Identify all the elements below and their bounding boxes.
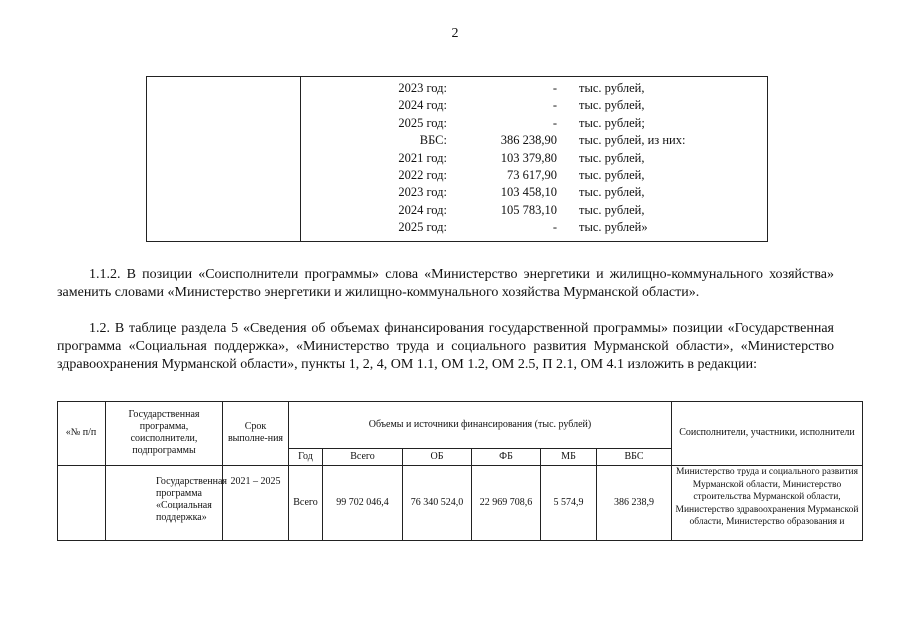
header-num: «№ п/п bbox=[57, 401, 106, 466]
financing-unit: тыс. рублей» bbox=[579, 220, 648, 235]
financing-amount: - bbox=[552, 115, 557, 130]
row-program: Государственная программа «Социальная поддержка» bbox=[106, 466, 223, 541]
row-ob: 76 340 524,0 bbox=[403, 466, 472, 541]
row-coexecutors: Министерство труда и социального развития Мурманской области, Министерство строительства Мурманской области, Министерство здравоохранения Мурманской области, Министерство образования и bbox=[672, 466, 863, 541]
row-num bbox=[57, 466, 106, 541]
header-term: Срок выполне-ния bbox=[223, 401, 289, 466]
header-ob: ОБ bbox=[403, 449, 472, 466]
header-funding: Объемы и источники финансирования (тыс. рублей) bbox=[289, 401, 672, 449]
header-coexecutors: Соисполнители, участники, исполнители bbox=[672, 401, 863, 466]
financing-year-label: 2024 год: bbox=[398, 98, 447, 113]
paragraph-1-2: 1.2. В таблице раздела 5 «Сведения об объемах финансирования государственной программы» позиции «Государственная программа «Социальная поддержка», «Министерство труда и социального развития Мурманской области», «Министерство здравоохранения Мурманской области», пункты 1, 2, 4, ОМ 1.1, ОМ 1.2, ОМ 2.5, П 2.1, ОМ 4.1 изложить в редакции: bbox=[57, 321, 834, 372]
financing-year-label: 2024 год: bbox=[398, 202, 447, 217]
financing-year-label: 2025 год: bbox=[398, 220, 447, 235]
header-vbs: ВБС bbox=[597, 449, 672, 466]
financing-year-label: 2022 год: bbox=[398, 168, 447, 182]
financing-unit: тыс. рублей, bbox=[579, 98, 645, 113]
financing-year-label: 2025 год: bbox=[398, 115, 447, 130]
financing-amount: 103 379,80 bbox=[500, 150, 557, 165]
financing-unit: тыс. рублей, bbox=[579, 202, 645, 217]
financing-amount: 386 238,90 bbox=[500, 133, 557, 148]
financing-year-label: 2021 год: bbox=[398, 150, 447, 165]
financing-unit: тыс. рублей; bbox=[579, 115, 645, 130]
header-program: Государственная программа, соисполнители, подпрограммы bbox=[106, 401, 223, 466]
financing-amount: 73 617,90 bbox=[507, 168, 557, 182]
financing-amount: 103 458,10 bbox=[500, 185, 557, 200]
funding-table bbox=[57, 401, 863, 541]
row-vbs: 386 238,9 bbox=[597, 466, 672, 541]
header-mb: МБ bbox=[541, 449, 597, 466]
financing-year-label: ВБС: bbox=[419, 133, 447, 148]
financing-continuation-table bbox=[146, 76, 768, 242]
financing-year-label: 2023 год: bbox=[398, 81, 447, 95]
header-fb: ФБ bbox=[472, 449, 541, 466]
financing-unit: тыс. рублей, bbox=[579, 81, 645, 95]
header-total: Всего bbox=[323, 449, 403, 466]
row-total: 99 702 046,4 bbox=[323, 466, 403, 541]
row-year: Всего bbox=[289, 466, 323, 541]
row-mb: 5 574,9 bbox=[541, 466, 597, 541]
financing-year-label: 2023 год: bbox=[398, 185, 447, 200]
row-term: 2021 – 2025 bbox=[223, 466, 289, 541]
header-year: Год bbox=[289, 449, 323, 466]
financing-amount: 105 783,10 bbox=[500, 202, 557, 217]
financing-unit: тыс. рублей, bbox=[579, 150, 645, 165]
financing-amount: - bbox=[552, 98, 557, 113]
financing-amount: - bbox=[552, 220, 557, 235]
financing-unit: тыс. рублей, из них: bbox=[579, 133, 686, 148]
paragraph-1-1-2: 1.1.2. В позиции «Соисполнители программы» слова «Министерство энергетики и жилищно-коммунального хозяйства» заменить словами «Министерство энергетики и жилищно-коммунального хозяйства Мурманской области». bbox=[57, 267, 834, 300]
financing-unit: тыс. рублей, bbox=[579, 168, 645, 182]
financing-unit: тыс. рублей, bbox=[579, 185, 645, 200]
column-divider bbox=[300, 77, 301, 241]
page-number: 2 bbox=[451, 26, 459, 41]
financing-amount: - bbox=[552, 81, 557, 95]
row-fb: 22 969 708,6 bbox=[472, 466, 541, 541]
